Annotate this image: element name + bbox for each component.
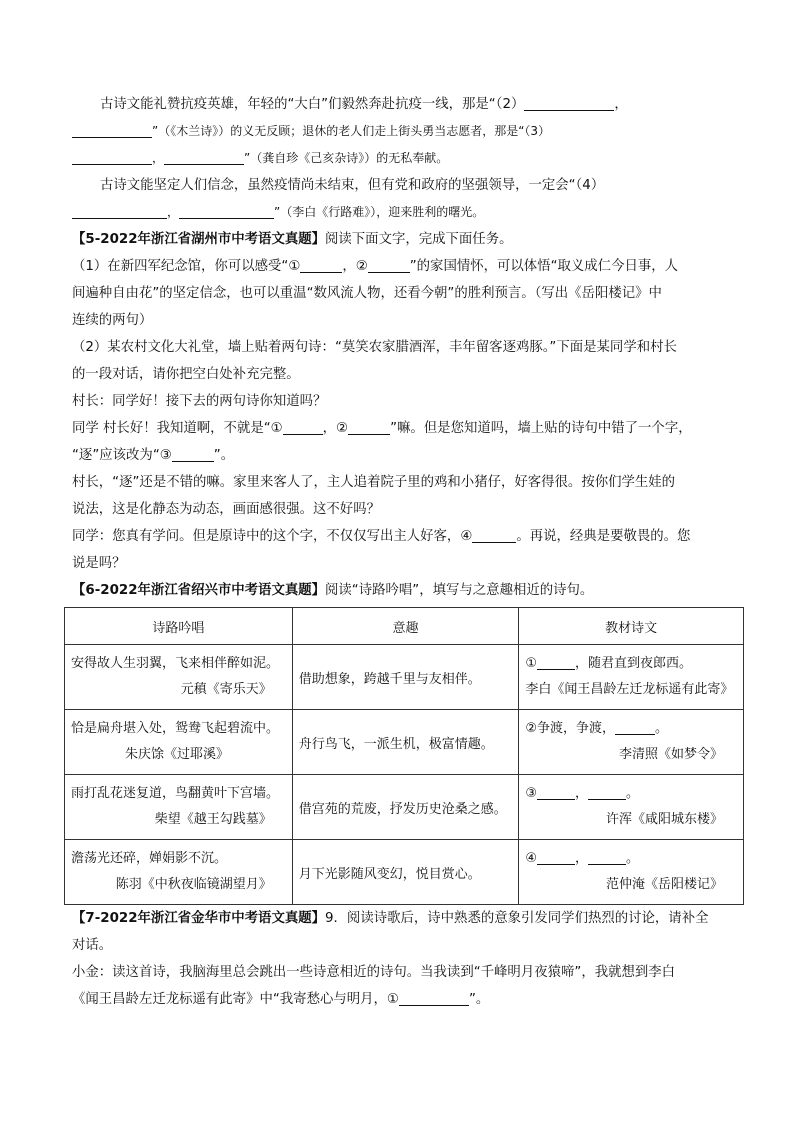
dialogue-line (72, 550, 740, 577)
poem-line: 安得故人生羽翼，飞来相伴醉如泥。 (71, 656, 280, 671)
question-header (72, 905, 740, 932)
text-source: 许浑《咸阳城东楼》 (605, 812, 723, 827)
fill-blank[interactable] (300, 257, 342, 273)
text: 阅读“诗路吟唱”，填写与之意趣相近的诗句。 (325, 583, 594, 598)
fill-blank[interactable] (615, 719, 655, 735)
text: 《闻王昌龄左迁龙标遥有此寄》中“我寄愁心与明月，① (72, 992, 399, 1007)
table-cell: 舟行鸟飞，一派生机，极富情趣。 (292, 710, 519, 775)
fill-blank[interactable] (172, 446, 214, 462)
paragraph-line (72, 253, 740, 280)
text: 。 (626, 786, 640, 801)
text: 阅读下面文字，完成下面任务。 (325, 232, 513, 247)
text: 9．阅读诗歌后，诗中熟悉的意象引发同学们热烈的讨论，请补全 (325, 911, 709, 926)
text: 间遍种自由花”的坚定信念，也可以重温“数风流人物，还看今朝”的胜利预言。（写出《岳阳楼记》中 (72, 286, 662, 301)
table-cell (519, 840, 744, 905)
dialogue-line (72, 442, 740, 469)
table-cell: 月下光影随风变幻，悦目赏心。 (292, 840, 519, 905)
table-cell: 借助想象，跨越千里与友相伴。 (292, 645, 519, 710)
poem-line: 恰是扁舟堪入处，鸳鸯飞起碧流中。 (71, 721, 280, 736)
fill-blank[interactable] (164, 149, 244, 165)
text: 说法，这是化静态为动态，画面感很强。这不好吗？ (72, 502, 380, 517)
table-row (65, 645, 744, 710)
table-header: 意趣 (292, 608, 519, 645)
dialogue-line (72, 388, 740, 415)
text: ”嘛。但是您知道吗，墙上贴的诗句中错了一个字， (390, 421, 692, 436)
text: ， (167, 205, 180, 219)
poem-line: 雨打乱花迷复道，鸟翻黄叶下宫墙。 (71, 786, 280, 801)
question-title: 【6-2022年浙江省绍兴市中考语文真题】 (72, 583, 326, 598)
fill-blank[interactable] (588, 849, 626, 865)
paragraph-line (72, 199, 740, 226)
table-cell (65, 645, 293, 710)
poem-source: 朱庆馀《过耶溪》 (125, 747, 230, 762)
fill-blank[interactable] (524, 95, 614, 111)
dialogue-line (72, 415, 740, 442)
fill-blank[interactable] (72, 149, 152, 165)
fill-blank[interactable] (472, 527, 516, 543)
text: ， (152, 151, 165, 165)
text: ，② (322, 421, 349, 436)
text: 同学：您真有学问。但是原诗中的这个字，不仅仅写出主人好客，④ (72, 529, 473, 544)
table-cell (519, 775, 744, 840)
table-header-row (65, 608, 744, 645)
fill-blank[interactable] (537, 784, 575, 800)
text: 小金：读这首诗，我脑海里总会跳出一些诗意相近的诗句。当我读到“千峰明月夜猿啼”，我就想到李白 (72, 965, 676, 980)
text: 古诗文能坚定人们信念，虽然疫情尚未结束，但有党和政府的坚强领导，一定会“（4） (100, 178, 605, 193)
text: （2）某农村文化大礼堂，墙上贴着两句诗：“莫笑农家腊酒浑，丰年留客逐鸡豚。”下面是某同学和村长 (72, 340, 677, 355)
poem-source: 柴望《越王勾践墓》 (154, 812, 272, 827)
fill-blank[interactable] (179, 203, 274, 219)
paragraph-line (72, 91, 740, 118)
text: ”（《木兰诗》）的义无反顾；退休的老人们走上街头勇当志愿者，那是“（3） (152, 124, 551, 138)
fill-blank[interactable] (283, 419, 323, 435)
text: ， (574, 786, 588, 801)
text: ”。 (468, 992, 490, 1007)
dialogue-line (72, 986, 740, 1013)
text: ① (525, 656, 537, 671)
text: ④ (525, 851, 537, 866)
text: 古诗文能礼赞抗疫英雄，年轻的“大白”们毅然奔赴抗疫一线，那是“（2） (100, 97, 525, 112)
table-row (65, 840, 744, 905)
question-header (72, 226, 740, 253)
text: 。 (654, 721, 668, 736)
paragraph-line (72, 145, 740, 172)
poem-source: 元稹《寄乐天》 (180, 682, 272, 697)
text: （1）在新四军纪念馆，你可以感受“① (72, 259, 301, 274)
text-source: 李清照《如梦令》 (618, 747, 723, 762)
text: 说是吗？ (72, 556, 126, 571)
dialogue-line (72, 496, 740, 523)
fill-blank[interactable] (537, 654, 575, 670)
text: ”（李白《行路难》），迎来胜利的曙光。 (274, 205, 485, 219)
fill-blank[interactable] (368, 257, 410, 273)
paragraph-line (72, 118, 740, 145)
answer-line (525, 716, 737, 742)
paragraph-line (72, 361, 740, 388)
table-row (65, 710, 744, 775)
table-cell (519, 645, 744, 710)
question-title: 【5-2022年浙江省湖州市中考语文真题】 (72, 232, 326, 247)
table-cell: 借宫苑的荒废，抒发历史沧桑之感。 (292, 775, 519, 840)
text: 同学 村长好！我知道啊，不就是“① (72, 421, 283, 436)
fill-blank[interactable] (537, 849, 575, 865)
answer-line (525, 781, 737, 807)
text-source: 范仲淹《岳阳楼记》 (605, 877, 723, 892)
text: 连续的两句） (72, 313, 153, 328)
table-cell (519, 710, 744, 775)
answer-line (525, 651, 737, 677)
table-header: 教材诗文 (519, 608, 744, 645)
question-header (72, 577, 740, 604)
text: 。再说，经典是要敬畏的。您 (516, 529, 691, 544)
paragraph-line (72, 932, 740, 959)
poem-line: 澹荡光还碎，婵娟影不沉。 (71, 851, 228, 866)
text: ， (574, 851, 588, 866)
text: 的一段对话，请你把空白处补充完整。 (72, 367, 300, 382)
fill-blank[interactable] (399, 990, 469, 1006)
text: ”的家国情怀，可以体悟“取义成仁今日事，人 (409, 259, 679, 274)
table-cell (65, 840, 293, 905)
paragraph-line (72, 334, 740, 361)
text: ②争渡，争渡， (525, 721, 615, 736)
text: ， (614, 97, 628, 112)
fill-blank[interactable] (348, 419, 390, 435)
paragraph-line (72, 307, 740, 334)
poem-source: 陈羽《中秋夜临镜湖望月》 (115, 877, 272, 892)
table-row (65, 775, 744, 840)
fill-blank[interactable] (588, 784, 626, 800)
text: “逐”应该改为“③ (72, 448, 172, 463)
fill-blank[interactable] (72, 122, 152, 138)
text-source: 李白《闻王昌龄左迁龙标遥有此寄》 (525, 682, 734, 697)
text: 。 (626, 851, 640, 866)
dialogue-line (72, 959, 740, 986)
fill-blank[interactable] (72, 203, 167, 219)
table-cell (65, 710, 293, 775)
answer-line (525, 846, 737, 872)
table-header: 诗路吟唱 (65, 608, 293, 645)
document-content (72, 91, 740, 1013)
text: ，随君直到夜郎西。 (574, 656, 692, 671)
text: ”（龚自珍《己亥杂诗》）的无私奉献。 (244, 151, 449, 165)
dialogue-line (72, 469, 740, 496)
dialogue-line (72, 523, 740, 550)
text: ③ (525, 786, 537, 801)
text: 对话。 (72, 938, 113, 953)
paragraph-line (72, 172, 740, 199)
text: 村长：同学好！接下去的两句诗你知道吗？ (72, 394, 327, 409)
question-title: 【7-2022年浙江省金华市中考语文真题】 (72, 911, 326, 926)
poetry-table (64, 607, 744, 905)
text: ，② (342, 259, 368, 274)
text: ”。 (213, 448, 235, 463)
table-cell (65, 775, 293, 840)
text: 村长，“逐”还是不错的嘛。家里来客人了，主人追着院子里的鸡和小猪仔，好客得很。按你们学生娃的 (72, 475, 676, 490)
paragraph-line (72, 280, 740, 307)
